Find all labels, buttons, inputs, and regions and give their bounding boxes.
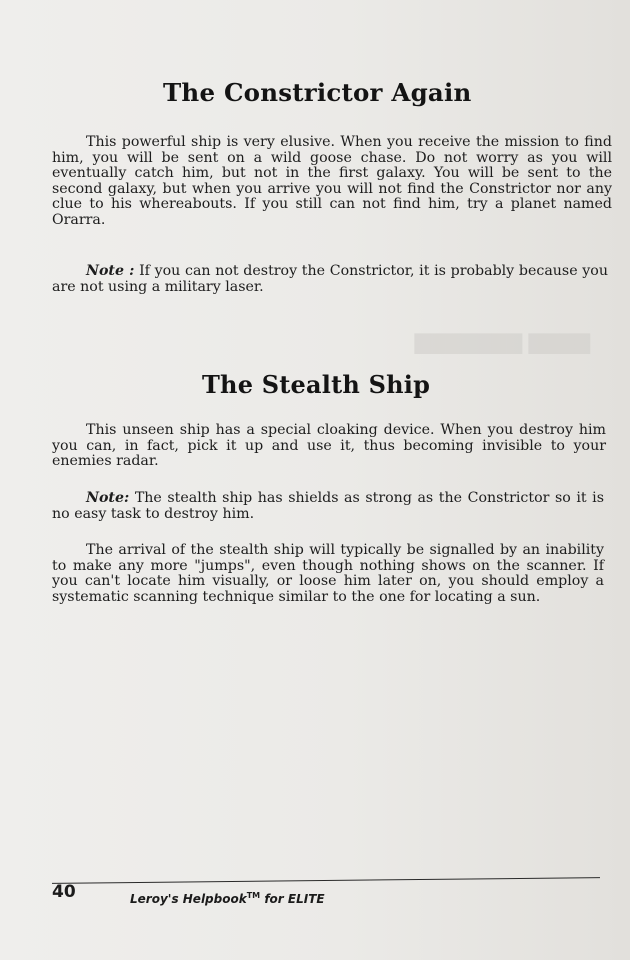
stealth-paragraph-2: The arrival of the stealth ship will typically be signalled by an inability to make any more "jumps", even though nothing shows on the scanner. If you can't locate him visually, or loose him later on, you should employ a systematic scanning technique similar to the one for locating a sun. (52, 542, 604, 605)
stealth-note (52, 491, 604, 522)
stealth-paragraph-1: This unseen ship has a special cloaking device. When you destroy him you can, in fact, pick it up and use it, thus becoming invisible to your enemies radar. (52, 422, 606, 469)
note-label: Note : (86, 263, 135, 279)
note-text: The stealth ship has shields as strong as the Constrictor so it is no easy task to destroy him. (52, 490, 604, 522)
constrictor-note (52, 264, 608, 295)
book-title: Leroy's Helpbook (130, 892, 247, 906)
section-title-stealth-ship: The Stealth Ship (202, 370, 431, 399)
note-label: Note: (86, 490, 130, 506)
book-suffix: for ELITE (260, 892, 325, 906)
show-through-text: ▇▇▇▇ ▇▇▇▇▇▇▇ (414, 330, 590, 354)
section-title-constrictor: The Constrictor Again (163, 78, 472, 107)
footer-rule (52, 877, 600, 884)
trademark-mark: TM (246, 891, 261, 900)
running-footer-title (130, 891, 325, 906)
note-text: If you can not destroy the Constrictor, it is probably because you are not using a military laser. (52, 263, 608, 295)
constrictor-paragraph: This powerful ship is very elusive. When you receive the mission to find him, you will be sent on a wild goose chase. Do not worry as you will eventually catch him, but not in the first galaxy. You will be sent to the second galaxy, but when you arrive you will not find the Constrictor nor any clue to his whereabouts. If you still can not find him, try a planet named Orarra. (52, 134, 612, 228)
page-number: 40 (52, 882, 76, 902)
